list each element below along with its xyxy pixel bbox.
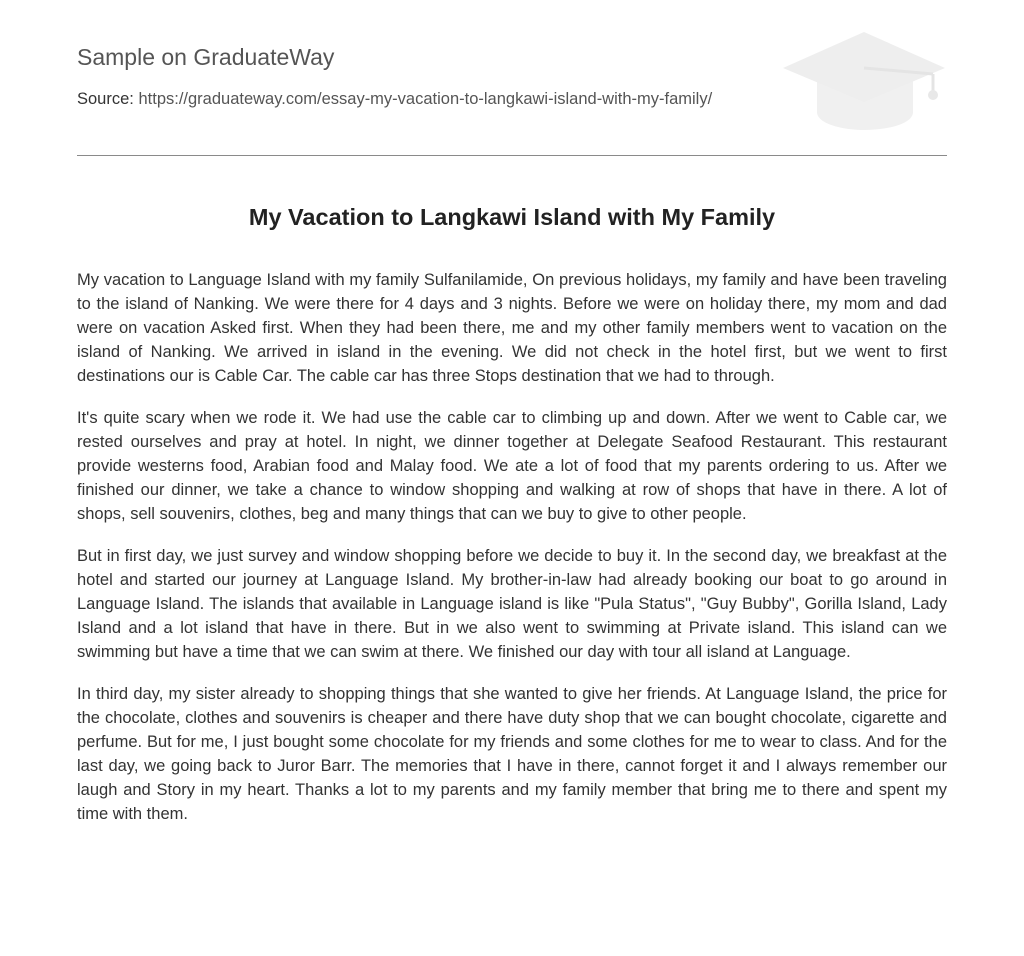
page-header — [77, 0, 947, 156]
source-line — [77, 90, 712, 109]
essay-paragraph: It's quite scary when we rode it. We had use the cable car to climbing up and down. After we went to Cable car, we rested ourselves and pray at hotel. In night, we dinner together at Delegate Seafood Restaurant. This restaurant provide westerns food, Arabian food and Malay food. We ate a lot of food that my parents ordering to us. After we finished our dinner, we take a chance to window shopping and walking at row of shops that have in there. A lot of shops, sell souvenirs, clothes, beg and many things that can we buy to give to other people. — [77, 409, 947, 523]
essay-body — [77, 268, 947, 844]
document-title: My Vacation to Langkawi Island with My Family — [248, 204, 776, 230]
essay-paragraph: My vacation to Language Island with my family Sulfanilamide, On previous holidays, my family and have been traveling to the island of Nanking. We were there for 4 days and 3 nights. Before we were on holiday there, my mom and dad were on vacation Asked first. When they had been there, me and my other family members went to vacation on the island of Nanking. We arrived in island in the evening. We did not check in the hotel first, but we went to first destinations our is Cable Car. The cable car has three Stops destination that we had to through. — [77, 271, 947, 385]
source-label: Source: — [77, 90, 134, 108]
site-title: Sample on GraduateWay — [77, 44, 335, 70]
essay-paragraph: In third day, my sister already to shopping things that she wanted to give her friends. At Language Island, the price for the chocolate, clothes and souvenirs is cheaper and there have duty shop that we can bought chocolate, cigarette and perfume. But for me, I just bought some chocolate for my friends and some clothes for me to wear to class. And for the last day, we going back to Juror Barr. The memories that I have in there, cannot forget it and I always remember our laugh and Story in my heart. Thanks a lot to my parents and my family member that bring me to there and spent my time with them. — [77, 685, 947, 823]
source-link[interactable]: https://graduateway.com/essay-my-vacation-to-langkawi-island-with-my-family/ — [138, 90, 713, 108]
graduation-cap-icon — [781, 30, 947, 134]
essay-paragraph: But in first day, we just survey and window shopping before we decide to buy it. In the second day, we breakfast at the hotel and started our journey at Language Island. My brother-in-law had already booking our boat to go around in Language Island. The islands that available in Language island is like "Pula Status", "Guy Bubby", Gorilla Island, Lady Island and a lot island that have in there. But in we also went to swimming at Private island. This island can we swimming but have a time that we can swim at there. We finished our day with tour all island at Language. — [77, 547, 947, 661]
header-divider — [77, 155, 947, 156]
